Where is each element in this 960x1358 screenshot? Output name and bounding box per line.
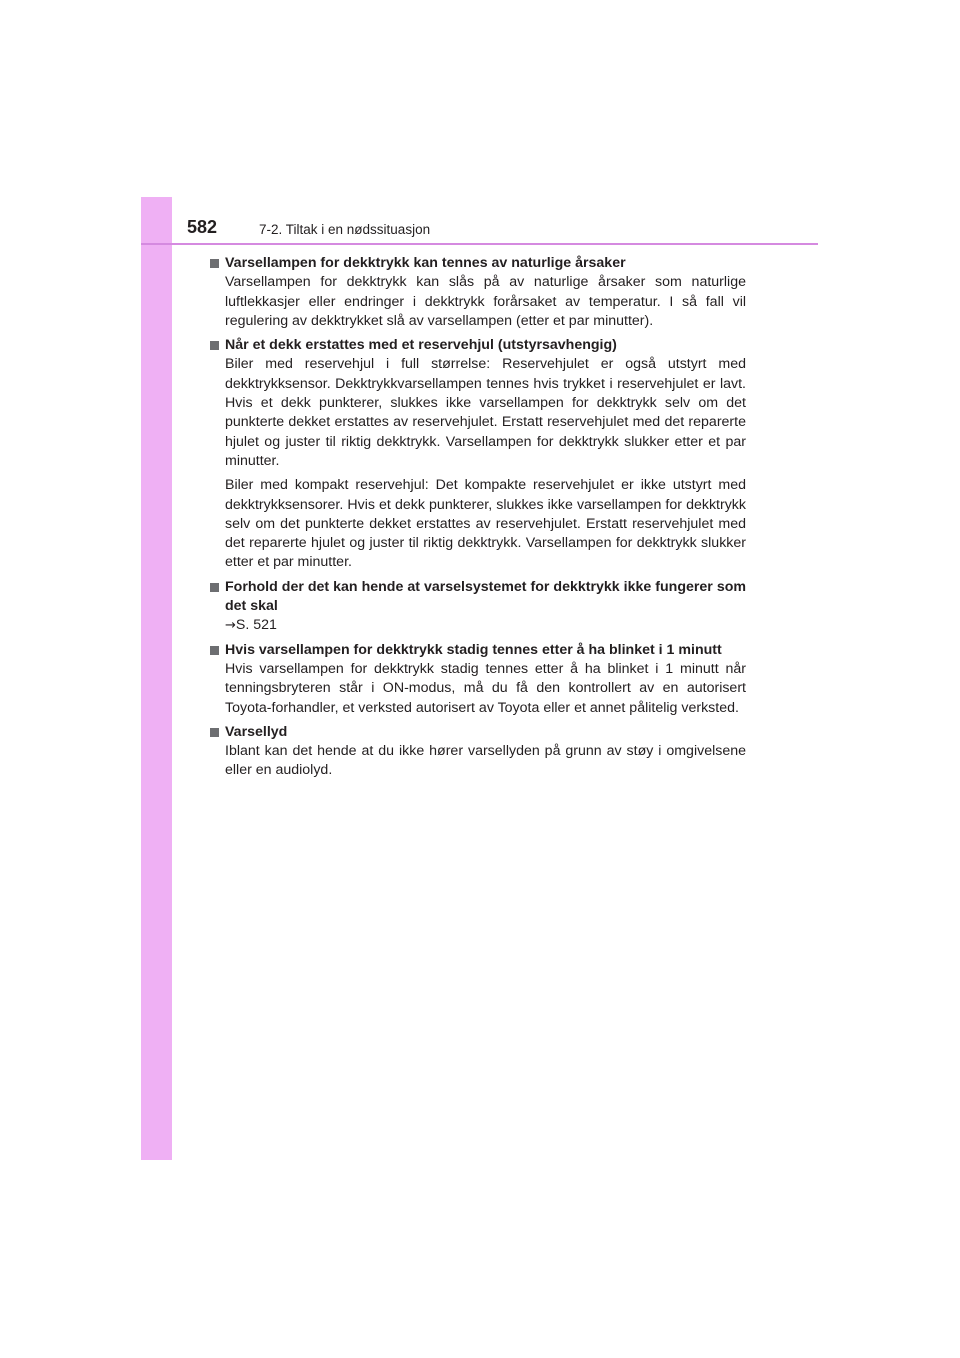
section-title: 7-2. Tiltak i en nødssituasjon	[259, 222, 431, 237]
item-paragraph: Biler med reservehjul i full størrelse: Reservehjulet er også utstyrt med dekktrykksensor. Dekktrykkvarsellampen tennes hvis trykket i reservehjulet er lavt. Hvis et dekk punkterer, slukkes ikke varsellampen for dekktrykk selv om det punkterte dekket erstattes av reservehjulet. Erstatt reservehjulet med det reparerte hjulet og juster til riktig dekktrykk. Varsellampen for dekktrykk slukker etter et par minutter.	[225, 356, 746, 469]
list-item	[209, 578, 746, 636]
page-header	[141, 197, 818, 244]
item-heading	[209, 254, 746, 273]
page-content	[209, 254, 746, 786]
list-item	[209, 254, 746, 331]
square-bullet-icon	[210, 259, 219, 268]
page-reference[interactable]	[225, 616, 746, 635]
item-title: Når et dekk erstattes med et reservehjul (utstyrsavhengig)	[225, 337, 617, 354]
page-number: 582	[187, 217, 218, 237]
item-heading	[209, 578, 746, 617]
square-bullet-icon	[210, 583, 219, 592]
header-rule	[141, 243, 818, 245]
list-item	[209, 336, 746, 573]
square-bullet-icon	[210, 728, 219, 737]
square-bullet-icon	[210, 646, 219, 655]
item-paragraph: Iblant kan det hende at du ikke hører varsellyden på grunn av støy i omgivelsene eller en audiolyd.	[225, 743, 746, 779]
list-item	[209, 641, 746, 718]
square-bullet-icon	[210, 341, 219, 350]
arrow-right-icon: →	[225, 618, 236, 634]
item-paragraph: Biler med kompakt reservehjul: Det kompakte reservehjulet er ikke utstyrt med dekktrykksensorer. Hvis et dekk punkterer, slukkes ikke varsellampen for dekktrykk selv om det punkterte dekket erstattes av reservehjulet. Erstatt reservehjulet med det reparerte hjulet og juster til riktig dekktrykk. Varsellampen for dekktrykk slukker etter et par minutter.	[225, 477, 746, 571]
item-title: Forhold der det kan hende at varselsystemet for dekktrykk ikke fungerer som det skal	[225, 578, 746, 615]
item-heading	[209, 641, 746, 660]
header-band-accent	[141, 197, 172, 244]
item-paragraph: Varsellampen for dekktrykk kan slås på av naturlige årsaker som naturlige luftlekkasjer eller endringer i dekktrykk forårsaket av temperatur. I så fall vil regulering av dekktrykket slå av varsellampen (etter et par minutter).	[225, 274, 746, 329]
item-title: Hvis varsellampen for dekktrykk stadig tennes etter å ha blinket i 1 minutt	[225, 641, 722, 658]
item-title: Varsellyd	[225, 723, 288, 740]
item-heading	[209, 336, 746, 355]
list-item	[209, 723, 746, 781]
item-heading	[209, 723, 746, 742]
chapter-side-band	[141, 197, 172, 1160]
page-reference-text: S. 521	[235, 617, 277, 634]
item-title: Varsellampen for dekktrykk kan tennes av naturlige årsaker	[225, 255, 626, 271]
item-paragraph: Hvis varsellampen for dekktrykk stadig tennes etter å ha blinket i 1 minutt når tenningsbryteren står i ON-modus, må du få den kontrollert av en autorisert Toyota-forhandler, et verksted autorisert av Toyota eller et annet pålitelig verksted.	[225, 660, 746, 716]
